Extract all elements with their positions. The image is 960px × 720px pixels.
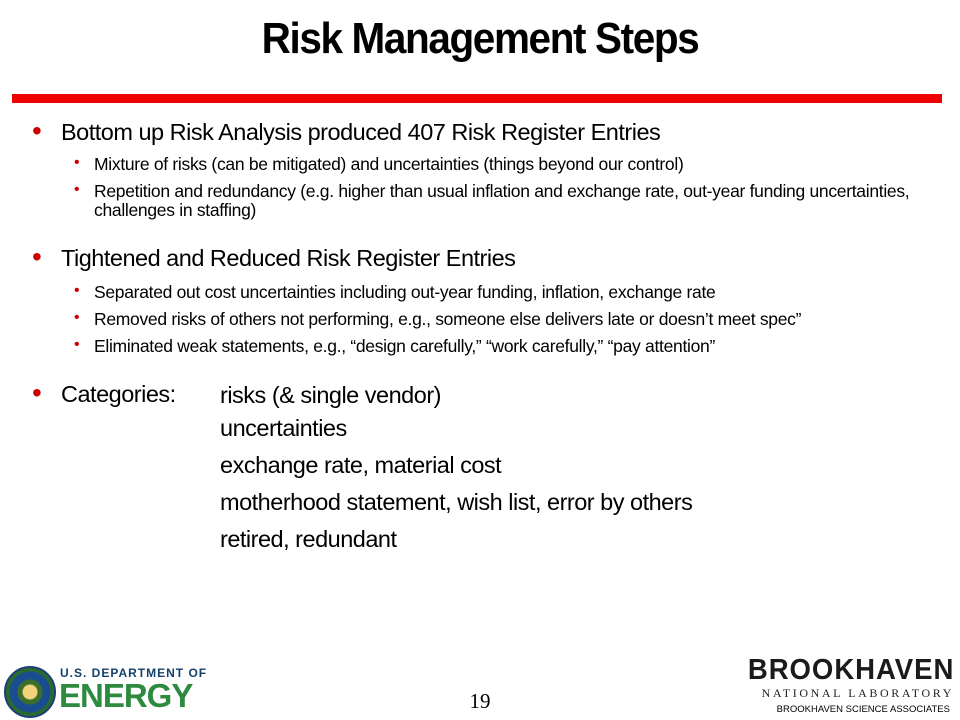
bullet-dot-icon: • — [32, 377, 42, 409]
sub-bullet-2-3 — [30, 337, 950, 356]
slide-title: Risk Management Steps — [261, 14, 699, 63]
brookhaven-logo — [738, 656, 954, 718]
bullet-3-categories — [30, 377, 950, 558]
category-item: retired, redundant — [220, 526, 397, 553]
category-item: uncertainties — [220, 415, 347, 442]
brookhaven-associates-text: BROOKHAVEN SCIENCE ASSOCIATES — [776, 704, 950, 715]
category-item: motherhood statement, wish list, error by others — [220, 489, 693, 516]
bullet-1 — [30, 115, 950, 147]
sub-bullet-1-2 — [30, 182, 950, 220]
bullet-dot-icon: • — [32, 241, 42, 273]
brookhaven-logo-name: BROOKHAVEN — [747, 654, 954, 686]
sub-bullet-2-2 — [30, 310, 950, 329]
bullet-dot-icon: • — [74, 181, 80, 199]
bullet-dot-icon: • — [74, 282, 80, 300]
title-divider — [12, 94, 942, 103]
brookhaven-logo-subtitle: NATIONAL LABORATORY — [761, 686, 954, 700]
bullet-2 — [30, 241, 950, 273]
bullet-dot-icon: • — [74, 309, 80, 327]
category-item: risks (& single vendor) — [220, 382, 441, 409]
categories-label: Categories: — [61, 381, 176, 408]
bullet-1-text: Bottom up Risk Analysis produced 407 Risk Register Entries — [61, 119, 661, 145]
bullet-2-text: Tightened and Reduced Risk Register Entries — [61, 245, 516, 272]
sub-bullet-2-1 — [30, 283, 950, 302]
doe-logo-energy-text: ENERGY — [59, 677, 193, 714]
sub-bullet-2-1-text: Separated out cost uncertainties including out-year funding, inflation, exchange rate — [94, 282, 716, 303]
sub-bullet-1-1 — [30, 155, 950, 174]
sub-bullet-2-3-text: Eliminated weak statements, e.g., “design carefully,” “work carefully,” “pay attention” — [94, 336, 716, 357]
sub-bullet-1-2-text: Repetition and redundancy (e.g. higher than usual inflation and exchange rate, out-year funding uncertainties, challenges in staffing) — [94, 181, 910, 221]
sub-bullet-2-2-text: Removed risks of others not performing, e.g., someone else delivers late or doesn’t meet spec” — [94, 309, 802, 330]
categories-list — [220, 380, 692, 558]
slide-content — [30, 115, 950, 558]
sub-bullet-1-1-text: Mixture of risks (can be mitigated) and uncertainties (things beyond our control) — [94, 154, 684, 175]
bullet-dot-icon: • — [74, 154, 80, 172]
doe-logo-top-text: U.S. DEPARTMENT OF — [60, 666, 208, 680]
page-number: 19 — [469, 689, 491, 713]
category-item: exchange rate, material cost — [220, 452, 502, 479]
bullet-dot-icon: • — [74, 336, 80, 354]
bullet-dot-icon: • — [32, 115, 42, 146]
